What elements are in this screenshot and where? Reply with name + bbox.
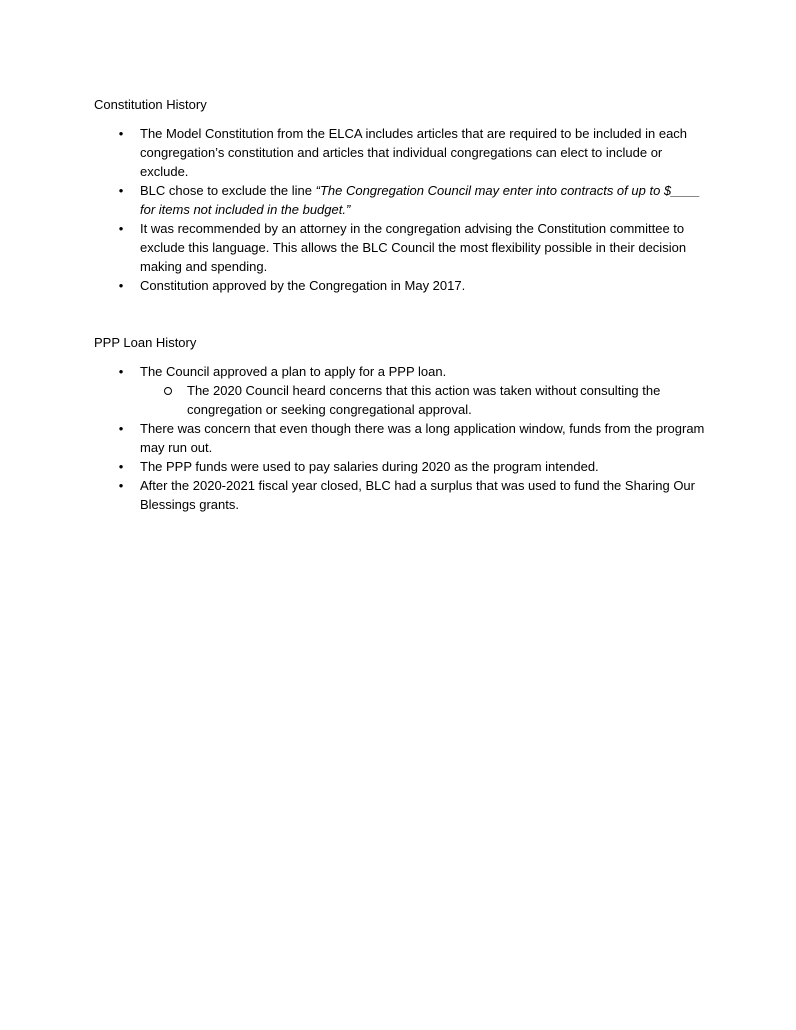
sub-list-item-text: The 2020 Council heard concerns that this action was taken without consulting the congregation or seeking congregational approval. [187,383,661,417]
bullet-icon: • [118,126,124,141]
list-item [94,181,714,219]
quoted-line: “The Congregation Council may enter into contracts of up to $____ for items not included in the budget.” [140,183,701,217]
sub-bullet-list [140,381,714,419]
list-item [94,124,714,181]
bullet-icon: • [118,183,124,198]
list-item [94,457,714,476]
bullet-icon: • [118,278,124,293]
list-item-text: The PPP funds were used to pay salaries during 2020 as the program intended. [140,459,599,474]
list-item-text: There was concern that even though there was a long application window, funds from the program may run out. [140,421,705,455]
section-title: PPP Loan History [94,335,197,350]
section-ppp-loan-history [94,333,714,514]
list-item [94,419,714,457]
list-item-text: The Model Constitution from the ELCA includes articles that are required to be included in each congregation’s constitution and articles that individual congregations can elect to include or exclude. [140,126,688,179]
list-item-text: The Council approved a plan to apply for a PPP loan. [140,364,447,379]
bullet-icon: • [118,478,124,493]
section-constitution-history [94,95,714,295]
list-item [94,476,714,514]
bullet-icon: • [118,421,124,436]
sub-list-item [140,381,714,419]
list-item [94,219,714,276]
list-item-text: It was recommended by an attorney in the congregation advising the Constitution committee to exclude this language. This allows the BLC Council the most flexibility possible in their decision making and spending. [140,221,687,274]
bullet-list [94,362,714,514]
list-item-text: BLC chose to exclude the line [140,183,316,198]
section-title: Constitution History [94,97,207,112]
list-item-text: After the 2020-2021 fiscal year closed, BLC had a surplus that was used to fund the Sharing Our Blessings grants. [140,478,695,512]
bullet-icon: • [118,459,124,474]
circle-bullet-icon [164,387,172,395]
bullet-icon: • [118,364,124,379]
bullet-list [94,124,714,295]
list-item [94,276,714,295]
list-item [94,362,714,419]
bullet-icon: • [118,221,124,236]
list-item-text: Constitution approved by the Congregation in May 2017. [140,278,466,293]
